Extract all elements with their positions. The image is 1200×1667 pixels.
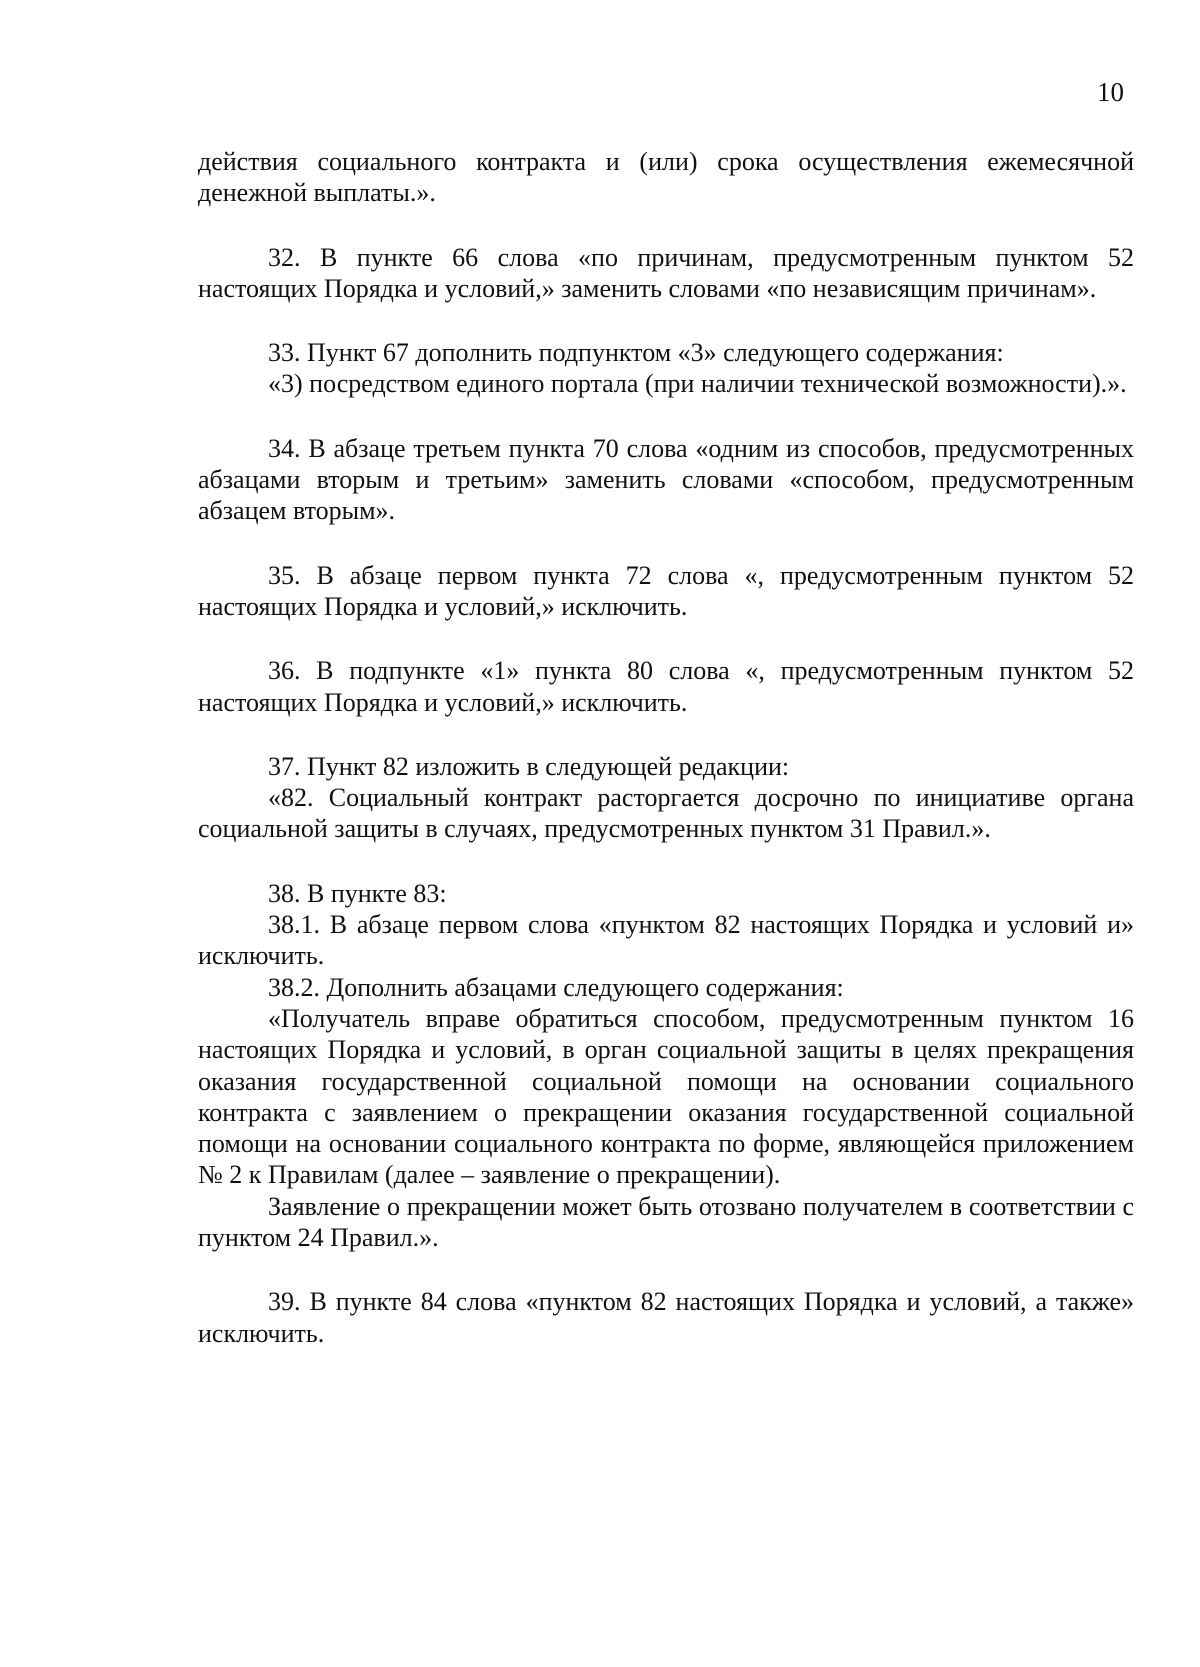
item-32: 32. В пункте 66 слова «по причинам, предусмотренным пунктом 52 настоящих Порядка и условий,» заменить словами «по независящим причинам». (198, 242, 1134, 303)
item-38-2-text-2: Заявление о прекращении может быть отозвано получателем в соответствии с пунктом 24 Правил.». (198, 1191, 1134, 1253)
item-38-2-text-1: «Получатель вправе обратиться способом, предусмотренным пунктом 16 настоящих Порядка и условий, в орган социальной защиты в целях прекращения оказания государственной социальной помощи на основании социального контракта с заявлением о прекращении оказания государственной социальной помощи на основании социального контракта по форме, являющейся приложением № 2 к Правилам (далее – заявление о прекращении). (198, 1003, 1134, 1190)
item-38: 38. В пункте 83: (268, 878, 447, 908)
item-37: 37. Пункт 82 изложить в следующей редакции: (268, 751, 790, 781)
paragraph-continuation: действия социального контракта и (или) срока осуществления ежемесячной денежной выплаты.». (198, 147, 1134, 208)
item-33: 33. Пункт 67 дополнить подпунктом «3» следующего содержания: (268, 338, 1004, 368)
item-34: 34. В абзаце третьем пункта 70 слова «одним из способов, предусмотренных абзацами вторым и третьим» заменить словами «способом, предусмотренным абзацем вторым». (198, 433, 1134, 526)
item-39: 39. В пункте 84 слова «пунктом 82 настоящих Порядка и условий, а также» исключить. (198, 1287, 1134, 1348)
page-number: 10 (1097, 77, 1124, 107)
item-33-text: «3) посредством единого портала (при наличии технической возможности).». (268, 369, 1127, 399)
document-body (198, 146, 1134, 1349)
item-35: 35. В абзаце первом пункта 72 слова «, предусмотренным пунктом 52 настоящих Порядка и условий,» исключить. (198, 560, 1134, 621)
item-37-text: «82. Социальный контракт расторгается досрочно по инициативе органа социальной защиты в случаях, предусмотренных пунктом 31 Правил.». (198, 783, 1134, 844)
item-36: 36. В подпункте «1» пункта 80 слова «, предусмотренным пунктом 52 настоящих Порядка и условий,» исключить. (198, 656, 1134, 717)
item-38-1: 38.1. В абзаце первом слова «пунктом 82 настоящих Порядка и условий и» исключить. (198, 910, 1134, 971)
item-38-2: 38.2. Дополнить абзацами следующего содержания: (268, 972, 844, 1002)
